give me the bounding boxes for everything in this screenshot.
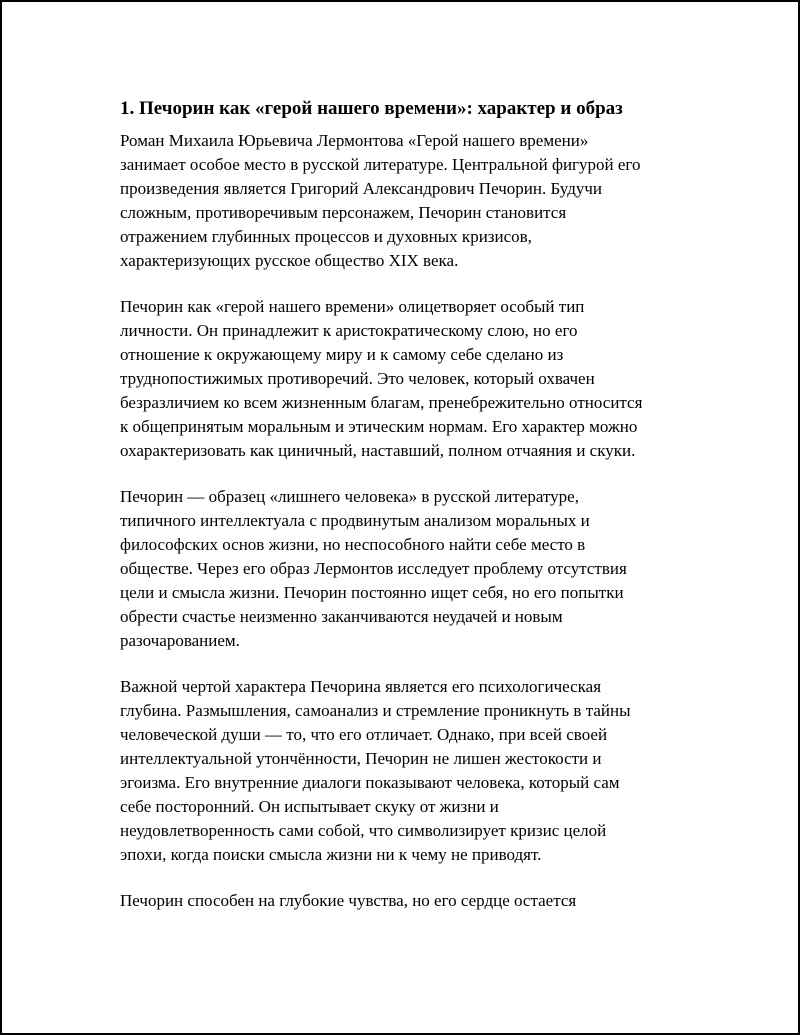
text-line: охарактеризовать как циничный, наставший, полном отчаяния и скуки. bbox=[120, 441, 636, 460]
paragraph-3 bbox=[120, 485, 690, 653]
text-line: произведения является Григорий Александрович Печорин. Будучи bbox=[120, 179, 603, 198]
text-line: характеризующих русское общество XIX века. bbox=[120, 251, 459, 270]
text-line: интеллектуальной утончённости, Печорин не лишен жестокости и bbox=[120, 749, 602, 768]
paragraph-2 bbox=[120, 295, 690, 463]
text-line: отражением глубинных процессов и духовных кризисов, bbox=[120, 227, 532, 246]
text-line: труднопостижимых противоречий. Это человек, который охвачен bbox=[120, 369, 595, 388]
text-line: обществе. Через его образ Лермонтов исследует проблему отсутствия bbox=[120, 559, 627, 578]
paragraph-1 bbox=[120, 129, 690, 273]
text-line: Печорин способен на глубокие чувства, но его сердце остается bbox=[120, 891, 577, 910]
text-line: разочарованием. bbox=[120, 631, 240, 650]
text-line: Важной чертой характера Печорина является его психологическая bbox=[120, 677, 602, 696]
section-heading: 1. Печорин как «герой нашего времени»: характер и образ bbox=[120, 98, 623, 119]
text-line: Роман Михаила Юрьевича Лермонтова «Герой нашего времени» bbox=[120, 131, 589, 150]
text-line: эпохи, когда поиски смысла жизни ни к чему не приводят. bbox=[120, 845, 542, 864]
text-line: отношение к окружающему миру и к самому себе сделано из bbox=[120, 345, 564, 364]
text-line: занимает особое место в русской литературе. Центральной фигурой его bbox=[120, 155, 641, 174]
text-line: неудовлетворенность сами собой, что символизирует кризис целой bbox=[120, 821, 607, 840]
text-line: сложным, противоречивым персонажем, Печорин становится bbox=[120, 203, 567, 222]
document-body bbox=[120, 95, 690, 935]
paragraph-5 bbox=[120, 889, 690, 913]
text-line: глубина. Размышления, самоанализ и стремление проникнуть в тайны bbox=[120, 701, 631, 720]
text-line: себе посторонний. Он испытывает скуку от жизни и bbox=[120, 797, 499, 816]
text-line: Печорин как «герой нашего времени» олицетворяет особый тип bbox=[120, 297, 585, 316]
text-line: безразличием ко всем жизненным благам, пренебрежительно относится bbox=[120, 393, 643, 412]
text-line: человеческой души — то, что его отличает. Однако, при всей своей bbox=[120, 725, 608, 744]
text-line: Печорин — образец «лишнего человека» в русской литературе, bbox=[120, 487, 579, 506]
text-line: обрести счастье неизменно заканчиваются неудачей и новым bbox=[120, 607, 563, 626]
text-line: философских основ жизни, но неспособного найти себе место в bbox=[120, 535, 586, 554]
text-line: к общепринятым моральным и этическим нормам. Его характер можно bbox=[120, 417, 638, 436]
text-line: личности. Он принадлежит к аристократическому слою, но его bbox=[120, 321, 578, 340]
text-line: типичного интеллектуала с продвинутым анализом моральных и bbox=[120, 511, 590, 530]
text-line: цели и смысла жизни. Печорин постоянно ищет себя, но его попытки bbox=[120, 583, 624, 602]
paragraph-4 bbox=[120, 675, 690, 867]
text-line: эгоизма. Его внутренние диалоги показывают человека, который сам bbox=[120, 773, 620, 792]
